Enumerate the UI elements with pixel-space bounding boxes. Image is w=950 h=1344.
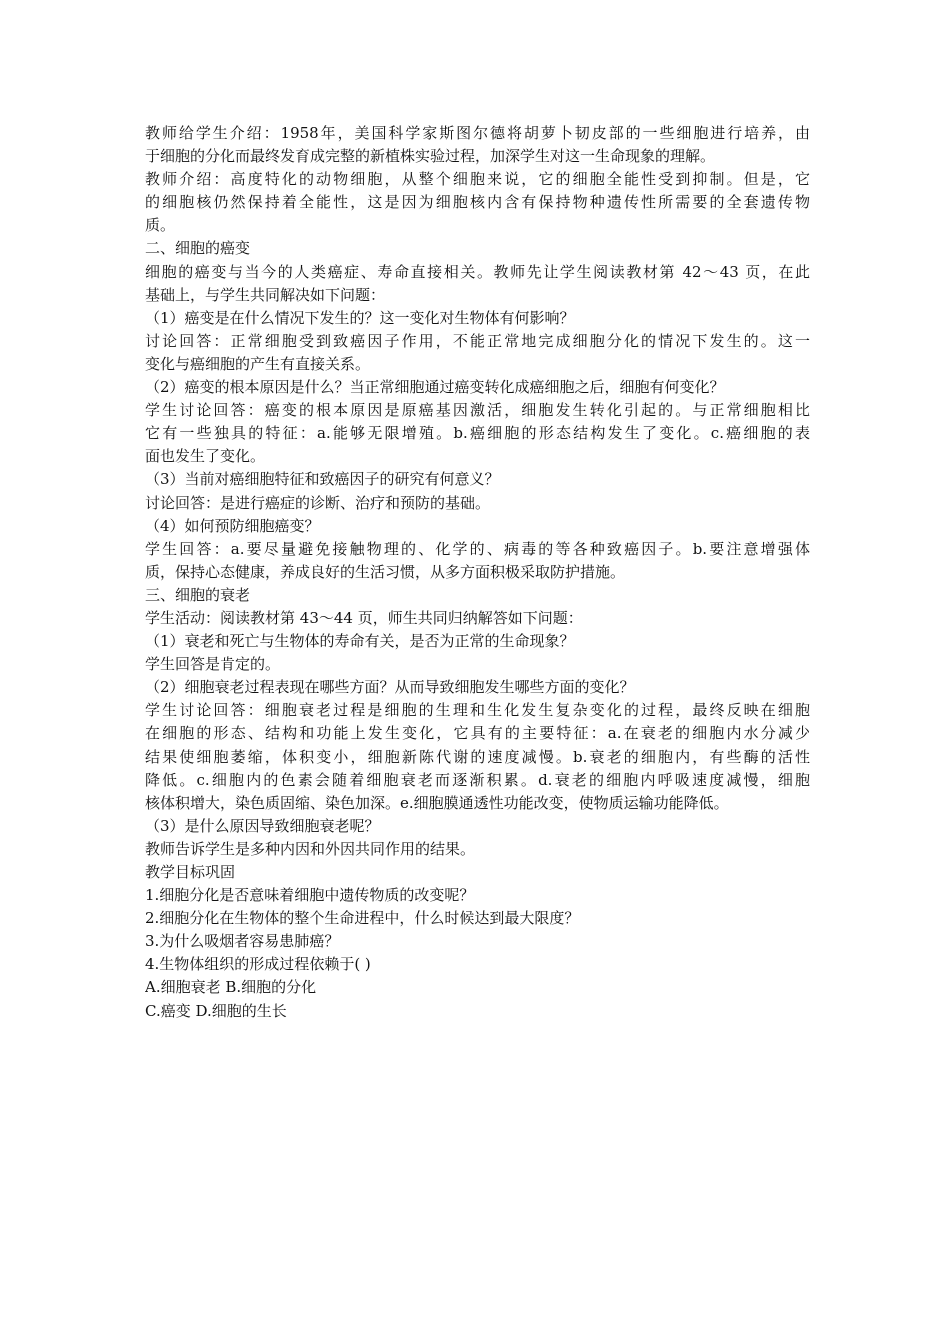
text-line: （3）当前对癌细胞特征和致癌因子的研究有何意义？ [145,470,500,489]
text-line: 它有一些独具的特征：a.能够无限增殖。b.癌细胞的形态结构发生了变化。c.癌细胞的表 [145,424,810,443]
text-line: （2）癌变的根本原因是什么？当正常细胞通过癌变转化成癌细胞之后，细胞有何变化？ [145,378,725,397]
text-line: 质，保持心态健康，养成良好的生活习惯，从多方面积极采取防护措施。 [145,562,626,581]
text-line: 学生讨论回答：细胞衰老过程是细胞的生理和生化发生复杂变化的过程，最终反映在细胞 [145,701,810,720]
text-line: （3）是什么原因导致细胞衰老呢？ [145,816,380,835]
text-line: （2）细胞衰老过程表现在哪些方面？从而导致细胞发生哪些方面的变化？ [145,678,635,697]
text-line: 变化与癌细胞的产生有直接关系。 [145,354,371,373]
text-line: 2.细胞分化在生物体的整个生命进程中，什么时候达到最大限度？ [145,909,580,928]
text-line: （1）衰老和死亡与生物体的寿命有关，是否为正常的生命现象？ [145,632,575,651]
text-line: （4）如何预防细胞癌变？ [145,516,320,535]
text-line: 降低。c.细胞内的色素会随着细胞衰老而逐渐积累。d.衰老的细胞内呼吸速度减慢，细胞 [145,770,810,789]
document-body [145,122,810,1023]
text-line: 讨论回答：正常细胞受到致癌因子作用，不能正常地完成细胞分化的情况下发生的。这一 [145,331,810,350]
text-line: 教师介绍：高度特化的动物细胞，从整个细胞来说，它的细胞全能性受到抑制。但是，它 [145,170,810,189]
text-line: A.细胞衰老 B.细胞的分化 [145,978,317,997]
text-line: 1.细胞分化是否意味着细胞中遗传物质的改变呢？ [145,886,475,905]
text-line: 学生活动：阅读教材第 43～44 页，师生共同归纳解答如下问题： [145,608,583,627]
text-line: 核体积增大，染色质固缩、染色加深。e.细胞膜通透性功能改变，使物质运输功能降低。 [145,793,729,812]
text-line: 在细胞的形态、结构和功能上发生变化，它具有的主要特征：a.在衰老的细胞内水分减少 [145,724,810,743]
text-line: 3.为什么吸烟者容易患肺癌？ [145,932,340,951]
text-line: 二、细胞的癌变 [145,239,251,258]
text-line: 教学目标巩固 [145,863,236,881]
text-line: 学生回答是肯定的。 [145,655,281,674]
text-line: 质。 [145,216,176,235]
text-line: 结果使细胞萎缩，体积变小，细胞新陈代谢的速度减慢。b.衰老的细胞内，有些酶的活性 [145,747,810,766]
text-line: 讨论回答：是进行癌症的诊断、治疗和预防的基础。 [145,493,491,512]
text-line: 面也发生了变化。 [145,447,266,466]
text-line: 学生讨论回答：癌变的根本原因是原癌基因激活，细胞发生转化引起的。与正常细胞相比 [145,401,810,420]
text-line: 于细胞的分化而最终发育成完整的新植株实验过程，加深学生对这一生命现象的理解。 [145,147,716,166]
text-line: 基础上，与学生共同解决如下问题： [145,285,386,304]
text-line: 学生回答：a.要尽量避免接触物理的、化学的、病毒的等各种致癌因子。b.要注意增强体 [145,539,810,558]
text-line: （1）癌变是在什么情况下发生的？这一变化对生物体有何影响？ [145,308,575,327]
text-line: C.癌变 D.细胞的生长 [145,1001,287,1020]
text-line: 细胞的癌变与当今的人类癌症、寿命直接相关。教师先让学生阅读教材第 42～43 页，在此 [145,262,810,281]
text-line: 的细胞核仍然保持着全能性，这是因为细胞核内含有保持物种遗传性所需要的全套遗传物 [145,193,810,212]
text-line: 4.生物体组织的形成过程依赖于( ) [145,955,371,974]
text-line: 教师给学生介绍：1958年，美国科学家斯图尔德将胡萝卜韧皮部的一些细胞进行培养，由 [145,124,810,142]
text-line: 三、细胞的衰老 [145,585,251,604]
text-line: 教师告诉学生是多种内因和外因共同作用的结果。 [145,839,476,858]
